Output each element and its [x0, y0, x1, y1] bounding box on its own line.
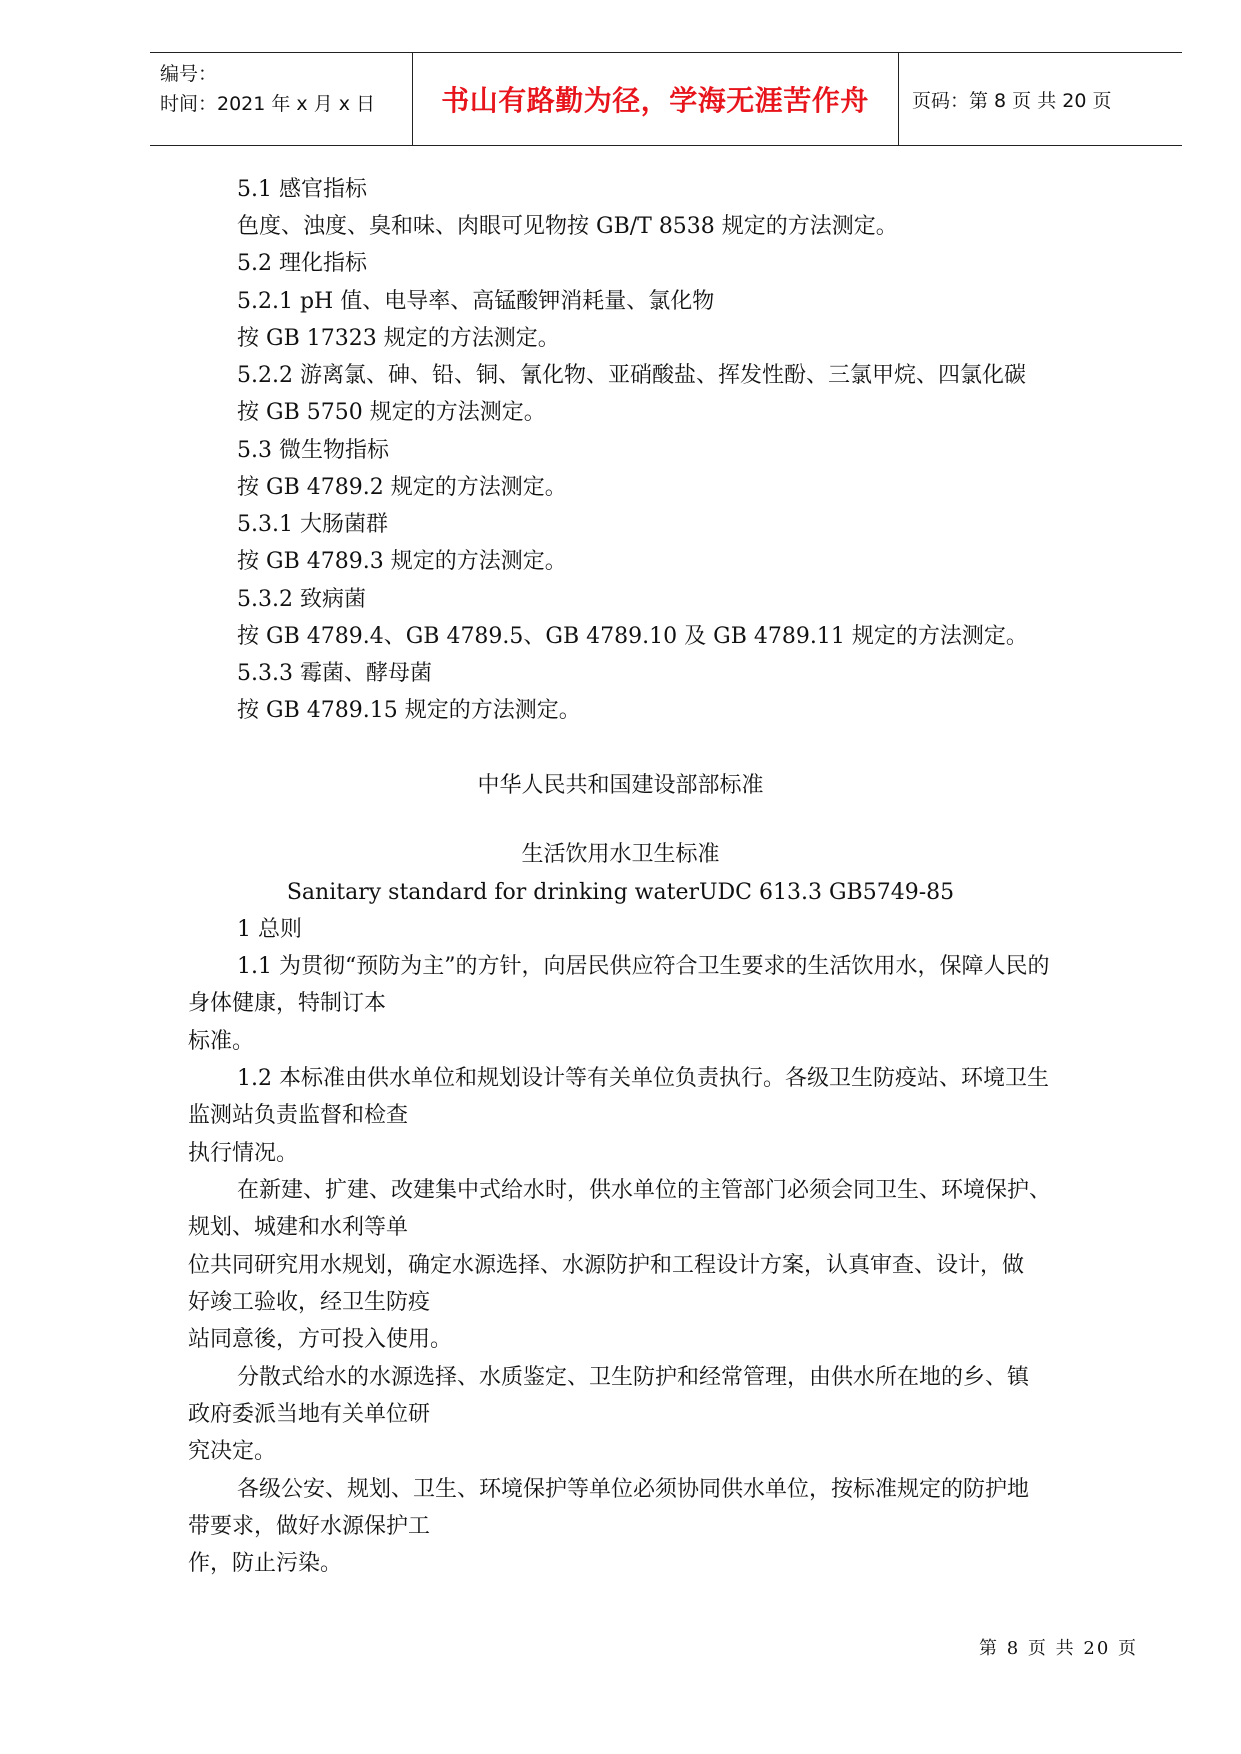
header-divider: [898, 53, 899, 145]
paragraph: 分散式给水的水源选择、水质鉴定、卫生防护和经常管理，由供水所在地的乡、镇: [237, 1365, 1030, 1390]
section-heading: 5.3 微生物指标: [237, 438, 389, 463]
paragraph: 按 GB 4789.15 规定的方法测定。: [237, 698, 581, 723]
paragraph: 在新建、扩建、改建集中式给水时，供水单位的主管部门必须会同卫生、环境保护、: [237, 1178, 1052, 1203]
paragraph: 位共同研究用水规划，确定水源选择、水源防护和工程设计方案，认真审查、设计，做: [188, 1253, 1025, 1278]
page-footer: 第 8 页 共 20 页: [979, 1638, 1138, 1659]
paragraph: 监测站负责监督和检查: [188, 1103, 409, 1128]
paragraph: 1.2 本标准由供水单位和规划设计等有关单位负责执行。各级卫生防疫站、环境卫生: [237, 1066, 1049, 1091]
paragraph: 身体健康，特制订本: [188, 991, 387, 1016]
paragraph: 究决定。: [188, 1439, 277, 1464]
section-heading: 5.3.3 霉菌、酵母菌: [237, 661, 432, 686]
paragraph: 按 GB 4789.3 规定的方法测定。: [237, 549, 567, 574]
section-heading: 5.2 理化指标: [237, 251, 367, 276]
header-motto: 书山有路勤为径，学海无涯苦作舟: [441, 84, 869, 117]
ministry-heading: 中华人民共和国建设部部标准: [477, 773, 764, 798]
paragraph: 按 GB 4789.2 规定的方法测定。: [237, 475, 567, 500]
section-heading: 5.3.2 致病菌: [237, 587, 366, 612]
standard-title: 生活饮用水卫生标准: [521, 842, 720, 867]
paragraph: 站同意後，方可投入使用。: [188, 1327, 453, 1352]
paragraph: 各级公安、规划、卫生、环境保护等单位必须协同供水单位，按标准规定的防护地: [237, 1477, 1030, 1502]
header-page-info: 页码：第 8 页 共 20 页: [912, 89, 1112, 112]
section-heading: 5.2.1 pH 值、电导率、高锰酸钾消耗量、氯化物: [237, 289, 715, 314]
section-heading: 5.2.2 游离氯、砷、铅、铜、氰化物、亚硝酸盐、挥发性酚、三氯甲烷、四氯化碳: [237, 363, 1026, 388]
paragraph: 色度、浊度、臭和味、肉眼可见物按 GB/T 8538 规定的方法测定。: [237, 214, 898, 239]
paragraph: 规划、城建和水利等单: [188, 1215, 409, 1240]
paragraph: 1.1 为贯彻“预防为主”的方针，向居民供应符合卫生要求的生活饮用水，保障人民的: [237, 954, 1050, 979]
paragraph: 按 GB 4789.4、GB 4789.5、GB 4789.10 及 GB 4789.11 规定的方法测定。: [237, 624, 1028, 649]
paragraph: 带要求，做好水源保护工: [188, 1514, 431, 1539]
paragraph: 按 GB 5750 规定的方法测定。: [237, 400, 546, 425]
paragraph: 政府委派当地有关单位研: [188, 1402, 431, 1427]
paragraph: 按 GB 17323 规定的方法测定。: [237, 326, 560, 351]
document-time: 时间：2021 年 x 月 x 日: [160, 93, 376, 115]
header-meta: [160, 59, 375, 119]
page-header: [150, 52, 1182, 146]
paragraph: 执行情况。: [188, 1141, 299, 1166]
document-code-label: 编号：: [160, 63, 218, 85]
chapter-heading: 1 总则: [237, 917, 302, 942]
section-heading: 5.3.1 大肠菌群: [237, 512, 388, 537]
standard-title-en: Sanitary standard for drinking waterUDC 613.3 GB5749-85: [286, 880, 955, 905]
paragraph: 作，防止污染。: [188, 1551, 343, 1576]
section-heading: 5.1 感官指标: [237, 177, 367, 202]
paragraph: 标准。: [188, 1029, 255, 1054]
paragraph: 好竣工验收，经卫生防疫: [188, 1290, 431, 1315]
